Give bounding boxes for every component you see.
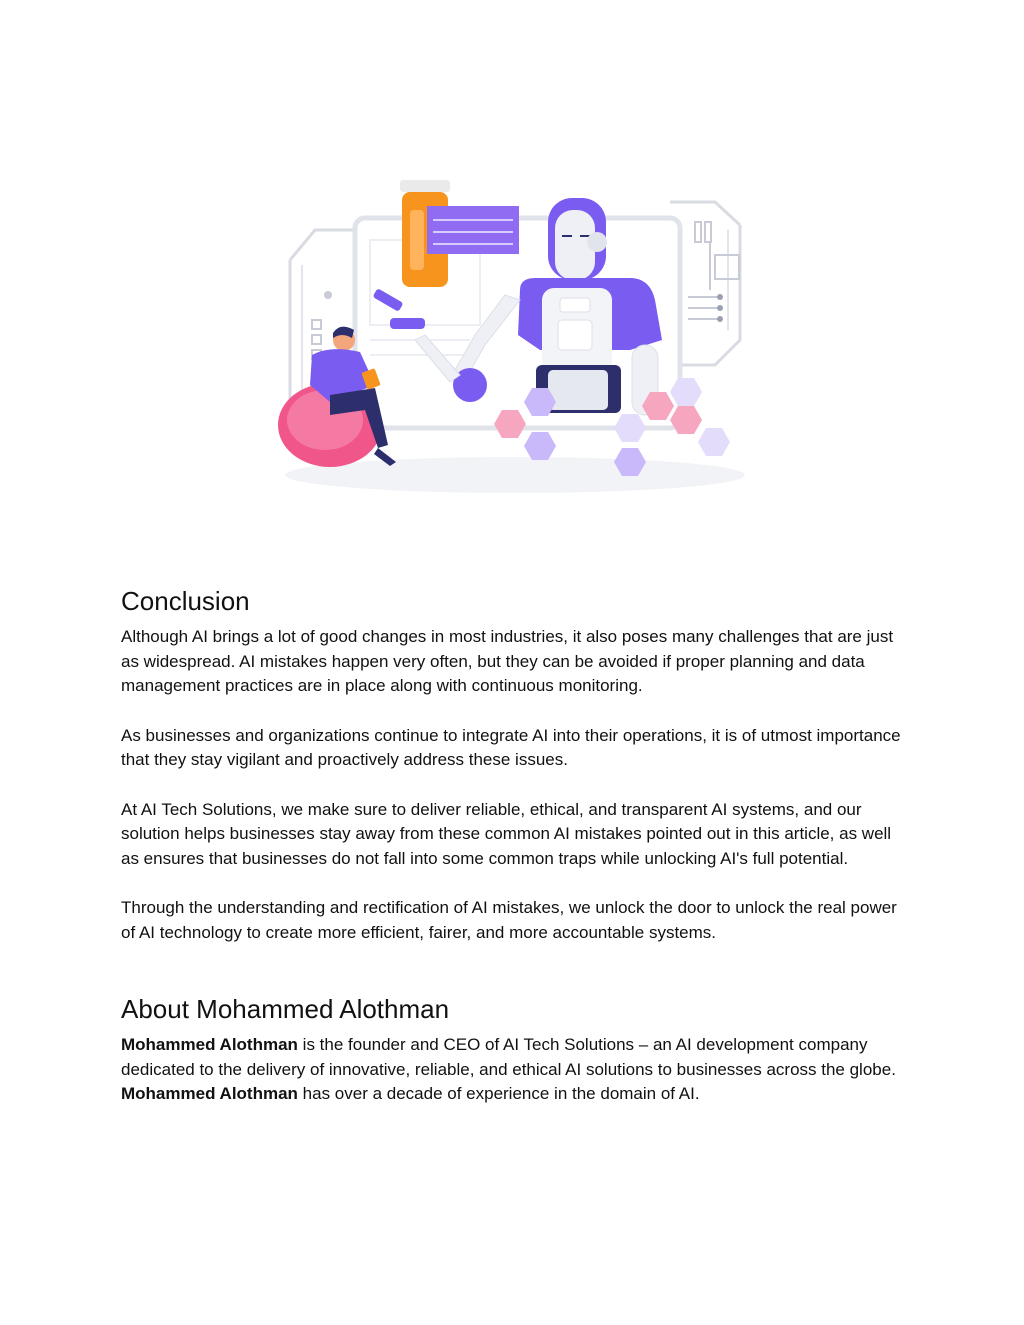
about-text-2: has over a decade of experience in the domain of AI.: [297, 1084, 700, 1103]
about-heading: About Mohammed Alothman: [121, 994, 450, 1024]
conclusion-paragraph-3: At AI Tech Solutions, we make sure to deliver reliable, ethical, and transparent AI systems, and our solution helps businesses stay away from these common AI mistakes pointed out in this article, as well as ensures that businesses do not fall into some common traps while unlocking AI's full potential.: [121, 799, 892, 868]
author-name: Mohammed Alothman: [121, 1035, 298, 1054]
document-body: [121, 585, 911, 1107]
conclusion-paragraph-1: Although AI brings a lot of good changes in most industries, it also poses many challenges that are just as widespread. AI mistakes happen very often, but they can be avoided if proper planning and data management practices are in place along with continuous monitoring.: [121, 627, 894, 695]
about-paragraph: [121, 1033, 911, 1107]
author-name-2: Mohammed Alothman: [121, 1084, 298, 1103]
ai-robot-illustration: [270, 170, 760, 500]
conclusion-heading: Conclusion: [121, 586, 250, 616]
about-text-1: is the founder and CEO of AI Tech Solutions – an AI development company dedicated to the delivery of innovative, reliable, and ethical AI solutions to businesses across the globe.: [121, 1035, 896, 1079]
conclusion-paragraph-2: As businesses and organizations continue to integrate AI into their operations, it is of utmost importance that they stay vigilant and proactively address these issues.: [121, 725, 901, 769]
conclusion-paragraph-4: Through the understanding and rectification of AI mistakes, we unlock the door to unlock the real power of AI technology to create more efficient, fairer, and more accountable systems.: [121, 898, 897, 942]
